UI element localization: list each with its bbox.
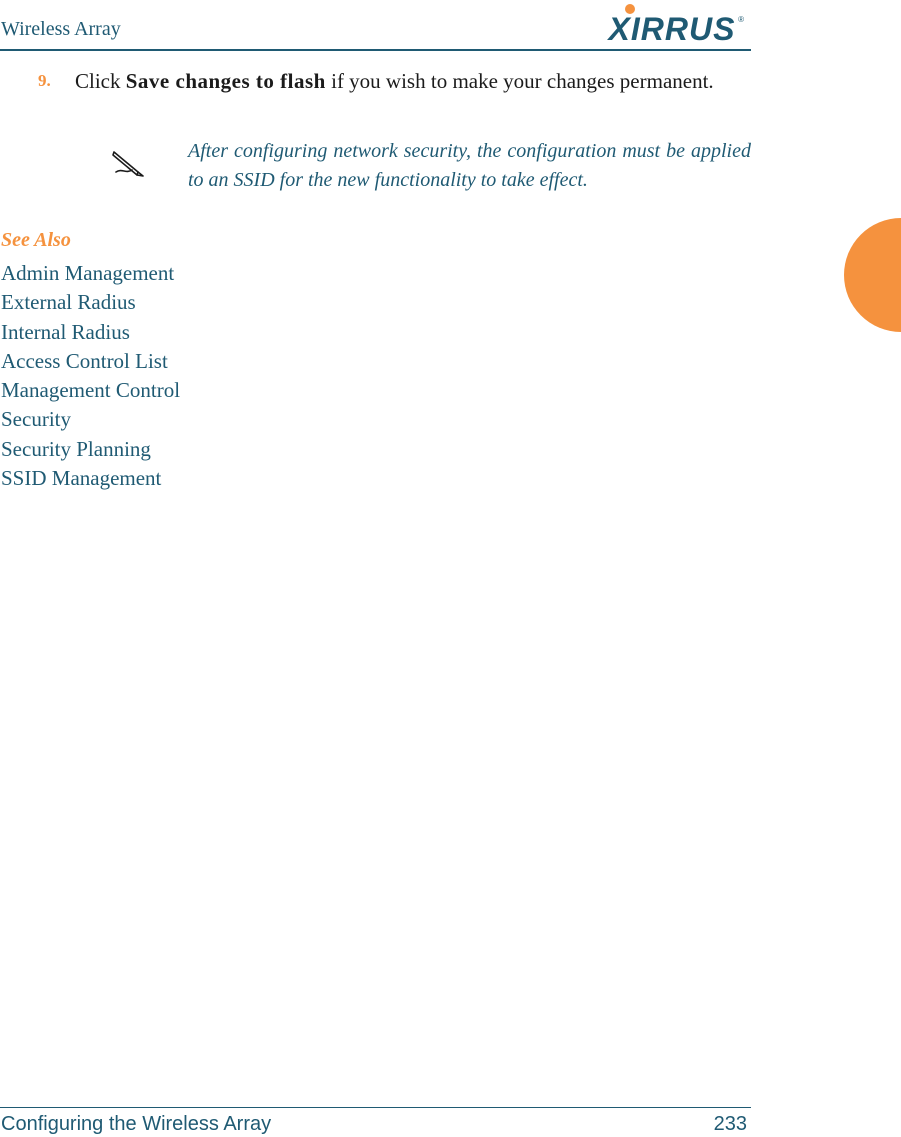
header-rule — [0, 49, 751, 51]
svg-text:®: ® — [738, 15, 744, 24]
footer-section-title: Configuring the Wireless Array — [1, 1113, 272, 1135]
see-also-link-security-planning[interactable]: Security Planning — [1, 436, 151, 461]
save-changes-action: Save changes to flash — [125, 69, 326, 93]
running-header-title: Wireless Array — [1, 18, 121, 40]
see-also-link-external-radius[interactable]: External Radius — [1, 290, 136, 315]
step-text — [75, 66, 751, 96]
pencil-note-icon — [110, 146, 146, 182]
see-also-link-ssid-management[interactable]: SSID Management — [1, 466, 162, 491]
see-also-link-internal-radius[interactable]: Internal Radius — [1, 319, 130, 344]
logo-wordmark: XIRRUS — [608, 11, 736, 44]
chapter-tab-marker — [844, 218, 901, 332]
see-also-heading: See Also — [1, 229, 71, 251]
footer-rule — [0, 1107, 751, 1108]
xirrus-logo — [596, 2, 748, 44]
see-also-link-access-control-list[interactable]: Access Control List — [1, 348, 168, 373]
see-also-list — [1, 259, 180, 493]
note-text: After configuring network security, the configuration must be applied to an SSID for the new functionality to take effect. — [188, 140, 751, 191]
see-also-link-admin-management[interactable]: Admin Management — [1, 261, 175, 285]
see-also-link-management-control[interactable]: Management Control — [1, 378, 181, 403]
step-number: 9. — [38, 71, 51, 90]
see-also-link-security[interactable]: Security — [1, 407, 71, 432]
step-text-after: if you wish to make your changes permanent. — [325, 69, 714, 93]
page-number: 233 — [713, 1113, 747, 1135]
step-text-before: Click — [75, 69, 126, 93]
